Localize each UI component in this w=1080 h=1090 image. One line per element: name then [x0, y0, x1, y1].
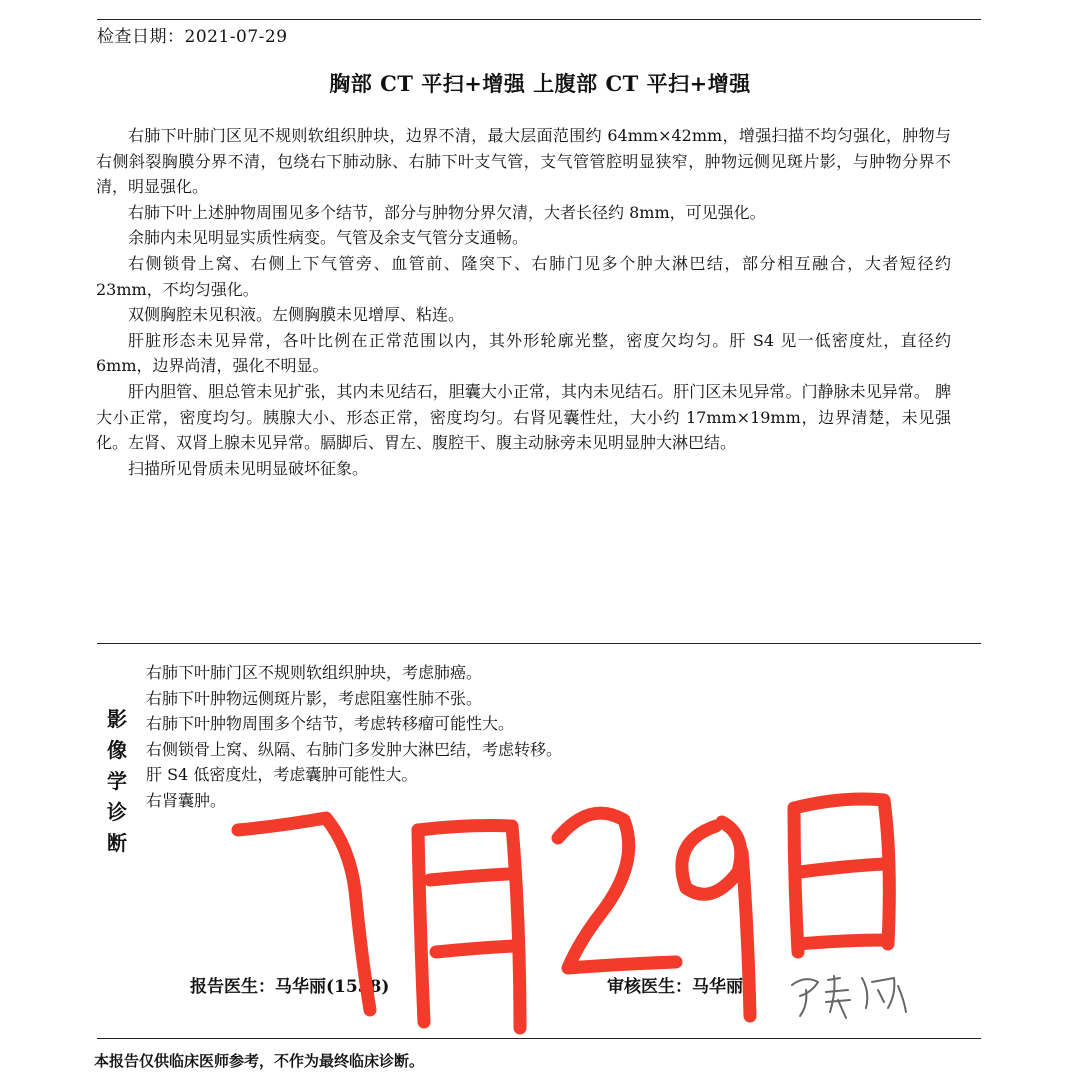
impression-section	[146, 660, 846, 814]
impression-line: 右肺下叶肿物远侧斑片影，考虑阻塞性肺不张。	[146, 688, 483, 708]
findings-section	[96, 123, 951, 481]
handwritten-date-text	[0, 0, 1, 1]
report-title: 胸部 CT 平扫+增强 上腹部 CT 平扫+增强	[329, 71, 751, 96]
impression-line: 右肺下叶肿物周围多个结节，考虑转移瘤可能性大。	[146, 714, 515, 734]
findings-paragraph: 扫描所见骨质未见明显破坏征象。	[128, 458, 369, 478]
impression-line: 右肺下叶肺门区不规则软组织肿块，考虑肺癌。	[146, 663, 483, 682]
impression-line: 右肾囊肿。	[146, 790, 227, 810]
impression-side-label	[104, 704, 130, 859]
reporter-name: 马华丽(1538)	[275, 977, 390, 997]
findings-paragraph: 肝脏形态未见异常，各叶比例在正常范围以内，其外形轮廓光整，密度欠均匀。肝 S4 见一低密度灶，直径约 6mm，边界尚清，强化不明显。	[96, 330, 951, 376]
side-label-char: 学	[107, 769, 127, 793]
reviewer-name: 马华丽	[692, 977, 743, 997]
side-label-char: 断	[107, 831, 127, 855]
findings-paragraph: 双侧胸腔未见积液。左侧胸膜未见增厚、粘连。	[128, 305, 465, 325]
exam-date: 检查日期：2021-07-29	[97, 27, 288, 47]
reviewer-label: 审核医生：	[607, 977, 692, 997]
findings-paragraph: 右侧锁骨上窝、右侧上下气管旁、血管前、隆突下、右肺门见多个肿大淋巴结，部分相互融合，大者短径约 23mm，不均匀强化。	[96, 253, 951, 299]
top-rule	[97, 19, 981, 20]
side-label-char: 影	[107, 707, 127, 731]
findings-paragraph: 肝内胆管、胆总管未见扩张，其内未见结石，胆囊大小正常，其内未见结石。肝门区未见异常。门静脉未见异常。 脾大小正常，密度均匀。胰腺大小、形态正常，密度均匀。右肾见囊性灶，大小约 17mm×19mm，边界清楚，未见强化。左肾、双肾上腺未见异常。膈脚后、胃左、腹腔干、腹主动脉旁未见明显肿大淋巴结。	[96, 381, 951, 453]
reviewer-signature	[607, 972, 743, 997]
reporter-label: 报告医生：	[190, 977, 275, 997]
impression-line: 肝 S4 低密度灶，考虑囊肿可能性大。	[146, 765, 418, 785]
findings-paragraph: 余肺内未见明显实质性病变。气管及余支气管分支通畅。	[128, 228, 529, 248]
findings-paragraph: 右肺下叶肺门区见不规则软组织肿块，边界不清，最大层面范围约 64mm×42mm，增强扫描不均匀强化，肿物与右侧斜裂胸膜分界不清，包绕右下肺动脉、右肺下叶支气管，支气管管腔明显狭窄，肿物远侧见斑片影，与肿物分界不清，明显强化。	[96, 126, 951, 197]
side-label-char: 像	[107, 738, 127, 762]
reporter-signature	[190, 972, 389, 997]
footer-rule	[97, 1038, 981, 1039]
impression-line: 右侧锁骨上窝、纵隔、右肺门多发肿大淋巴结，考虑转移。	[146, 739, 563, 759]
findings-paragraph: 右肺下叶上述肿物周围见多个结节，部分与肿物分界欠清，大者长径约 8mm，可见强化。	[128, 202, 766, 222]
side-label-char: 诊	[107, 800, 127, 824]
footer-disclaimer: 本报告仅供临床医师参考，不作为最终临床诊断。	[94, 1052, 425, 1070]
impression-divider	[97, 643, 981, 644]
